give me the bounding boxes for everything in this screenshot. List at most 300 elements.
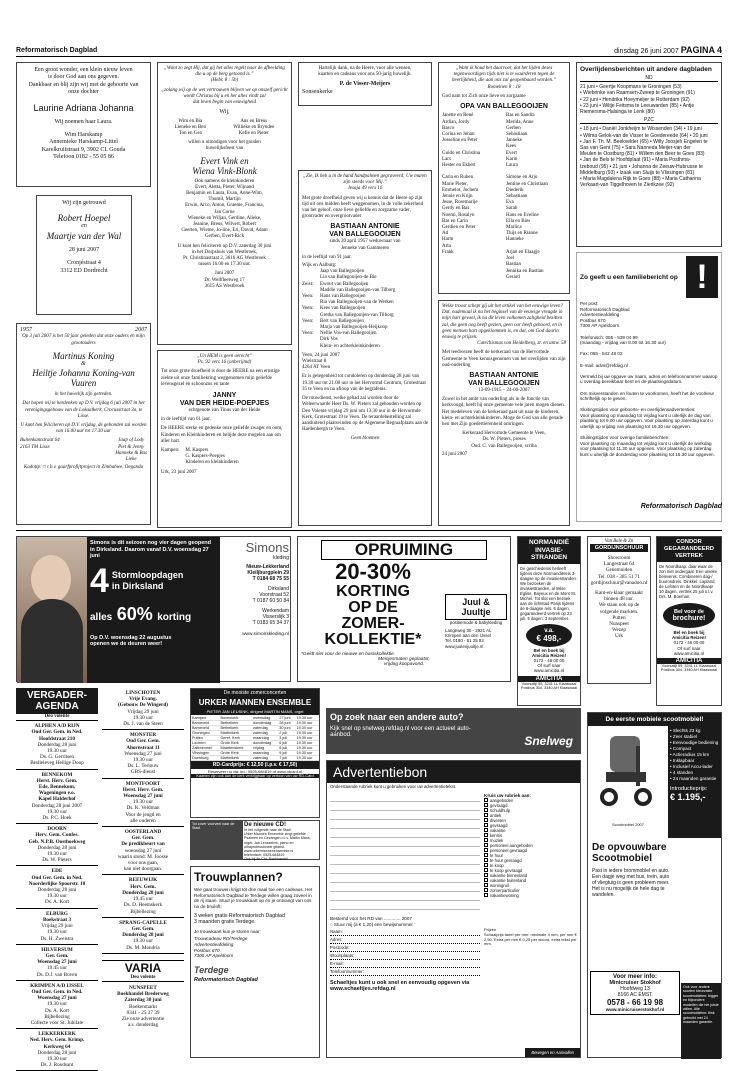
urker-cell: 30 juni	[278, 726, 295, 731]
rubriek-label: vakantiewoning	[490, 893, 519, 898]
golden-person2: Wiena Vink-Blonk	[192, 165, 257, 176]
sidebar-title: Overlijdensberichten uit andere dagbladen	[580, 66, 712, 73]
urker-cell: Vlissingen	[191, 751, 219, 756]
simons-korting: korting	[157, 611, 192, 623]
opa-text1: God nam tot Zich onze lieve en zorgzame	[442, 93, 526, 99]
family-row-name: Kees van Ballegooijen	[320, 306, 366, 312]
urker-cell: 19.30 uur	[295, 721, 319, 726]
urker-cell: Putten	[191, 736, 219, 741]
urker-cell: zaterdag	[252, 756, 278, 761]
checkbox-icon	[484, 833, 488, 837]
rd-logo-side: Reformatorisch Dagblad	[640, 503, 722, 510]
bullet-icon: •	[670, 758, 673, 763]
rubriek-label: schuldhulp	[490, 808, 511, 813]
urker-cell: zaterdag	[252, 731, 278, 736]
urker-cell: 6 juli	[278, 741, 295, 746]
birth-name: Laurine Adriana Johanna	[33, 102, 134, 113]
golden-text5: Juni 2007 Dr. Wellfleetweg 17 3615 AS Westbroek	[204, 271, 245, 289]
wedding-intro: Wij zijn getrouwd	[62, 200, 106, 206]
checkbox-icon	[484, 803, 488, 807]
advbon-field-label: Postcode:	[330, 945, 350, 950]
checkbox-icon	[484, 843, 488, 847]
checkbox-icon	[484, 883, 488, 887]
condor-cta1: Bel voor de	[674, 609, 704, 615]
urker-reserve[interactable]: Reserveer nu via: tel.: 0525-684819 of www.rdcard.nl	[207, 769, 303, 774]
how-to-title: Zo geeft u een familiebericht op	[580, 274, 678, 281]
scoot-spec-label: 4 standen	[672, 770, 694, 775]
urker-cell: Maartenskerk	[219, 746, 252, 751]
trouw-line1: 3 weken gratis Reformatorisch Dagblad	[194, 913, 285, 920]
advbon-field[interactable]	[330, 936, 480, 944]
advbon-fields	[330, 928, 480, 976]
agenda-item-body: Donderdag 28 juni 2007 19.30 uur Ds. P.C. Hoek	[31, 802, 83, 822]
opa-ad	[438, 62, 570, 294]
agenda-item	[16, 770, 98, 825]
family-row-place: Veen:	[302, 318, 314, 324]
urker-cell: 7 juli	[278, 756, 295, 761]
bullet-icon: •	[670, 746, 673, 751]
urker-cell: Doesburg	[191, 756, 219, 761]
family-members	[302, 269, 428, 350]
pzc-item: • Jan de Bels te Hoofdplaat (91) • Maria Posthma-	[580, 157, 691, 164]
family-text1: Met grote droefheid geven wij u kennis dat de Heere op zijn tijd uit ons midden heeft weggenomen, in de volle zekerheid van het geloof, onze lieve geliefde en zorgzame vader, grootvader en overgrootvader	[302, 195, 424, 220]
scoot-side: Ook voor andere soorten kleurvaste scootmobielen: bigger en bijzondere modellen die het juiste willen. Alle scootmobielen: flink gebruikt met 24 maanden garantie.	[681, 983, 721, 1059]
gordijn-title: GORDIJNSCHUUR	[590, 544, 648, 552]
rubriek-label: gevraagd	[490, 803, 508, 808]
simons-foot: Op D.V. woensdag 22 augustus openen we de deuren weer!	[90, 634, 172, 648]
urker-cd-text: In het volgende naar de Stad! Urker Mannen Ensemble zingt geliefde Psalmen en Gezangen o.l.v. Martin Mans, orgel: Jan Lensselink, piano en ultraprofessionele gitarist. www.urkermannenensemble.nl telefonisch: 0525-684819 Ook bij de Chr. Boekhandel	[244, 828, 311, 862]
page-number: 4	[716, 45, 722, 55]
urker-cell: Grote Kerk	[219, 741, 252, 746]
poepjes-text2: De HEERE sterke en gedenke onze geliefde zwager en oom, Kinderen en Kleinkinderen en belijde deze mogelen aan om aller hart.	[161, 426, 283, 444]
agenda-item	[102, 779, 184, 827]
advbon-bewijs[interactable]: ○ Stuur mij (à € 1,20) een bewijsnummer	[330, 922, 413, 927]
family-row-name: Ewout van Ballegooijen	[320, 281, 369, 287]
gordijn-room: Showroom Langestraat 64 Genemuiden Tel. 038 - 385 51 71 gordijnschuur@vanadoo.nl	[590, 555, 648, 586]
agenda-item-head: EDE Oud Ger. Gem. in Ned. Noorderlijke Spoorstr. 10	[28, 868, 86, 887]
golden-text3: Ook namens de kleinkinderen Evert, Aletta, Pieter, Wijnand Benjamin en Laura, Evan, Anne-Wim, Thomil, Martijn Erwin, Arco, Anton, Graeme, Francina, Jan Corne Wieneke en Wiljan, Gerdine, Alieke, Jeanine, Breus, Wilvert, Robert Geerten, Wieme, Jo-line, Eri, David, Adam Gerben, Evert-Rick	[181, 178, 268, 240]
agenda-item-body: 19.45 uur Ds. D.J. van Boven	[36, 965, 78, 978]
rubriek-label: zomerparticulier	[490, 888, 520, 893]
thanks-place: Sonsenkerke	[302, 88, 333, 95]
sale-line4: KOLLEKTIE	[324, 631, 416, 648]
checkbox-icon	[484, 888, 488, 892]
urker-cell: Lochem	[191, 741, 219, 746]
normandie-ad	[517, 536, 581, 706]
advbon-title: Advertentiebon	[327, 761, 580, 783]
family-wijk: Wijk en Aalburg:	[302, 263, 337, 269]
advbon-field-label: Naam:	[330, 929, 343, 934]
urker-concert-table	[191, 716, 319, 761]
family-row-place: Veen:	[302, 331, 314, 337]
wedding-groom: Robert Hoepel	[57, 213, 111, 224]
urker-cd-ad	[190, 820, 320, 860]
normandie-amicitia-logo: AMICITIA	[518, 676, 580, 682]
pzc-item: Verkaart-van Tiggelhoven te Zierikzee (92)	[580, 182, 675, 189]
rubriek-label: vakantie	[490, 828, 506, 833]
golden-wedding-ad	[157, 62, 292, 345]
condor-title: CONDOR GEGARANDEERD VERTREK	[657, 537, 721, 562]
advbon-prijzen: Prijzen Schaalprijs tarief per mm: minimale 4 mm, per mm € 2,50. Extra per mm € 0,25 per woord, extra tekst per mm.	[484, 927, 577, 947]
bullet-icon: •	[670, 728, 673, 733]
model-photo	[17, 537, 87, 683]
agenda-item-head: HILVERSUM Ger. Gem. Woensdag 27 juni	[37, 946, 77, 966]
urker-ad	[190, 688, 320, 818]
golden-person1: Evert Vink en	[200, 155, 249, 166]
family-row-name: Gretha van Ballegooijen-van Tilborg	[320, 312, 394, 318]
scoot-spec-label: Inclusief Accu-lader	[672, 764, 713, 769]
advbon-field[interactable]	[330, 944, 480, 952]
scoot-address: Hoofdweg 13 8166 AC EMST	[617, 986, 653, 998]
simons-ad	[16, 536, 291, 682]
rubriek-label: woningruil	[490, 883, 509, 888]
years-left: 1957	[20, 327, 32, 333]
agenda-item	[16, 824, 98, 866]
rubriek-label: te koop gevraagd	[490, 868, 523, 873]
rubriek-label: te koop	[490, 863, 504, 868]
pzc-item: Izeboud (95) • 21 juni • Johanna de Zeeuw-Hubrusse te	[580, 163, 704, 170]
nd-list	[580, 84, 718, 115]
scoot-dealer: Minicruiser Stokhof	[609, 980, 661, 986]
agenda-item	[16, 866, 98, 908]
bullet-icon: •	[670, 740, 673, 745]
urker-cell: Geref. Kerk	[219, 736, 252, 741]
normandie-tel: 0172 - 46 00 00 Of surf naar www.amicitia.nl	[533, 657, 565, 674]
sale-pct: 20-30%	[335, 559, 411, 584]
advbon-tag: Bewegen en Aanvallen	[525, 1048, 580, 1057]
scoot-specs	[670, 728, 719, 782]
checkbox-icon	[484, 823, 488, 827]
family-row-name: Marja van Ballegooijen-Heijkoop	[320, 325, 388, 331]
urker-cell: Martinikerk	[219, 756, 252, 761]
snelweg-title: Op zoek naar een andere auto?	[330, 712, 464, 722]
agenda-item-body: Donderdag 28 juni 19.30 uur Ds. W. Pieters	[37, 844, 77, 864]
council-text1: Met leedwezen heeft de kerkeraad van de Hervormde Gemeente te Veen kennisgenomen van het overlijden van zijn oud-ouderling	[442, 350, 566, 368]
church-council-ad	[438, 300, 570, 526]
scoot-model: Scootmobiel 2007	[611, 822, 645, 827]
snelweg-logo: Snelweg	[524, 734, 573, 748]
golden-names-left: Wim en Bia Lieneke en Ben Ton en Gea	[174, 118, 206, 137]
wedding-ad	[36, 195, 132, 315]
sidebar-nd-label: ND	[580, 75, 718, 82]
family-row-name: Bert van Ballegooijen	[320, 318, 364, 324]
scoot-title: De opvouwbare Scootmobiel	[592, 842, 667, 864]
family-row-name: Nellie Vos-van Ballegooijen	[320, 331, 377, 337]
urker-rd-price: RD-Cardprijs: € 12,50 (i.p.v. € 17,50)	[191, 761, 319, 769]
sale-note: *Geldt niet voor de nieuwe en basiskollektie	[301, 651, 394, 657]
poepjes-place: Kampen:	[161, 448, 180, 454]
condor-bel: Bel en boek bij Amicitia Reizen!	[672, 630, 706, 641]
agenda-item	[102, 918, 184, 954]
urker-cell: 19.30 uur	[295, 736, 319, 741]
normandie-foot: Voorsatijl 55, 3241 LL Klaaswaal Postbus 304, 3340 AH Klaaswaal	[520, 681, 578, 690]
agenda-col1	[16, 688, 98, 1069]
agenda-item-head: KRIMPEN A/D IJSSEL Oud Ger. Gem. in Ned. Woensdag 27 juni	[30, 982, 84, 1002]
agenda-col2	[102, 688, 184, 1058]
rubriek-option[interactable]	[484, 893, 577, 898]
checkbox-icon	[484, 858, 488, 862]
exclamation-icon: !	[686, 256, 718, 298]
family-text3: De rouwdienst, welke gehad zal worden door de Weleerwaarde Heer Ds. W. Pieters zal gehouden worden op Deo Volente vrijdag 29 juni om 13.30 uur in de Hervormde Kerk, Grotestraat 19 te Veen. De teraardebestelling zal aansluitend plaatsvinden op de Algemene Begraafplaats aan de Hardenbergh te Veen.	[302, 396, 428, 433]
bullet-icon: •	[670, 770, 673, 775]
simons-top-text: Simons is dit seizoen nog vier dagen geopend in Dirksland. Daarom vanaf D.V. woensdag 27 juni	[90, 540, 212, 560]
scoot-tel: 0578 - 66 19 98	[606, 998, 664, 1007]
agenda-item-head: REEUWIJK Herv. Gem. Donderdag 28 juni	[122, 877, 164, 896]
golden-quote: „Want zo zegt Hij, dat gij het alles regelt naar de afbeelding die u op de berg getoond is.” (Hebr. 8 : 5b)	[164, 66, 285, 84]
poepjes-text1: Tot onze grote droefheid is door de HEERE na een ernstige ziekte uit onze familiekring weggenomen mijn geliefde levensgezel en schoonzus en tante	[161, 369, 280, 387]
urker-cell: zaterdag	[252, 726, 278, 731]
simons-number: 4	[90, 561, 109, 600]
agenda-item-body: 19.30 uur Ds. A. Kort Bijbellezing Collecte voor St. Jubilate	[30, 1001, 84, 1026]
urker-cell: Zaltbommel	[191, 746, 219, 751]
sale-address: Langeweg 30 - 2921 AL Krimpen aan den IJssel Tel. 0180 - 51 25 92 www.juulenjuultje.nl	[445, 628, 492, 649]
sale-line2: OP DE	[348, 599, 398, 616]
checkbox-icon	[484, 848, 488, 852]
agenda-list-2	[102, 688, 184, 954]
agenda-item-body: woensdag 27 juni waarin stond: M. Joosse voor ons gaan, kan niet doorgaan.	[117, 847, 169, 873]
rubriek-label: kennis	[490, 833, 503, 838]
sale-line1: KORTING	[336, 583, 410, 600]
simons-line2: in Dirksland	[111, 580, 164, 591]
urker-cell: Bethelkerk	[219, 726, 252, 731]
sale-line3: ZOMER-	[341, 615, 405, 632]
family-row-place	[302, 344, 320, 350]
agenda-item	[16, 1029, 98, 1071]
pzc-item: Middelburg (93) • Izaak van Sluijs te Vlissingen (81)	[580, 169, 695, 176]
scoot-bar: De eerste mobiele scootmobiel!	[588, 713, 721, 726]
urker-cell: Bovenkerk	[219, 716, 252, 721]
agenda-item-head: ELBURG Boekstraat 3	[42, 910, 72, 923]
simons-brand-sub: kleding	[273, 555, 289, 561]
agenda-item-body: Vrijdag 29 juni 19.30 uur Ds. H. Zweistra	[40, 923, 74, 942]
simons-line1: Stormloopdagen	[111, 569, 184, 580]
urker-cell: 3 juli	[278, 736, 295, 741]
urker-cell: Groningen	[191, 731, 219, 736]
family-text2: Er is gelegenheid tot condoleren op donderdag 28 juni van 19.30 uur tot 21.00 uur in het Hervormd Centrum, Grotestraat 35 te Veen en na afloop van de begrafenis.	[302, 374, 426, 392]
poepjes-date: Urk, 23 juni 2007	[161, 469, 197, 475]
thanks-names: P. de Visser-Meijers	[339, 81, 391, 88]
trouwplannen-ad	[190, 866, 320, 1058]
scoot-spec-label: 24 maanden garantie	[672, 776, 717, 781]
scoot-intro: Introductieprijs:	[670, 786, 708, 792]
family-row-name: Maddie van Ballegooijen-van Tilborg	[320, 287, 396, 293]
normandie-text: De geschiedenis herleeft tijdens deze Normandiëreis 3-daagse op de invasiestranden. We bezoeken de invasiestranden, al Mère Eglise, Bayeux en de Mont St. Michel. Tot slot een bezoek aan de lichtstad Parijs tijdens de 6-daagse reis. 6 dagen, gegarandeerd vertrek op 23 juli. 5 dagen: 3 september.	[520, 565, 578, 621]
pzc-item: Sas van Gent (75) • Sara Nanneda Meijer-van der	[580, 145, 691, 152]
bullet-icon: •	[670, 752, 673, 757]
normandie-va: v.a.	[544, 627, 554, 634]
anniv-en: &	[81, 360, 86, 367]
scoot-spec-label: Zeer stabiel	[672, 734, 697, 739]
page-date: dinsdag 26 juni 2007 PAGINA 4	[614, 45, 722, 55]
urker-cell: vrijdag	[252, 746, 278, 751]
urker-cell: 2 juli	[278, 731, 295, 736]
pzc-item: Meulen te Oostburg (81) • Willem den Beer te Goes (83)	[580, 151, 705, 158]
advbon-field[interactable]	[330, 960, 480, 968]
urker-cell: 28 juni	[278, 721, 295, 726]
council-dates: 13-09-1915 – 24-06-2007	[478, 388, 530, 394]
obituary-ballegooijen-family	[298, 170, 432, 526]
urker-cd-image: Tot zover voorveel naar de Stad!	[191, 821, 243, 859]
years-right: 2007	[135, 327, 147, 333]
simons-pct: 60%	[116, 603, 153, 624]
family-row	[302, 344, 428, 350]
urker-cell: 19.30 uur	[295, 716, 319, 721]
sale-asterisk: *	[415, 631, 422, 648]
urker-cell: 19.30 uur	[295, 756, 319, 761]
poepjes-quote: „Un HEM is geen oerecht” Ps. 92 vers 16 (onberijmd)	[196, 354, 253, 366]
checkbox-icon	[484, 808, 488, 812]
rubriek-label: aangeboden	[490, 798, 514, 803]
obituary-poepjes-ad	[157, 350, 292, 528]
anniv-extra: Kadotip: □ t.b.v. gaarfprofijtproject in Zimbabwe, Oeganda	[23, 465, 144, 471]
condor-text: De Noordkaap: daar waar de zon niet ondergaat. Een unieke belevenis. Combineren dag-/ buurondreis. Dinkkel. Lapland, de Lofoten en de Noordkaap! 10 dagen, vertrek 25 juli o.l.v. Drs. M. Boeman.	[659, 564, 717, 599]
scoot-spec	[670, 776, 719, 782]
family-row-name: Hans van Ballegooijen	[320, 294, 366, 300]
rubriek-label: te huur gevraagd	[490, 858, 522, 863]
obituaries-sidebar	[576, 62, 722, 247]
urker-cell: Kampen	[191, 716, 219, 721]
agenda-item-head: LEKKERKERK Ned. Herv. Gem. Krimp. Kerkweg 64	[29, 1031, 85, 1050]
birth-note: Wij noemen haar Laura.	[54, 118, 113, 125]
nd-item: • 23 juni • Wiltje Feitsma te Leeuwarden (85) • Antje Riemersma-Halsinga te Lenk (80)	[580, 102, 695, 116]
agenda-item-head: SPRANG-CAPELLE Ger. Gem. Donderdag 28 juni	[119, 919, 167, 939]
checkbox-icon	[484, 853, 488, 857]
sale-brand: Juul & Juultje	[445, 594, 507, 620]
agenda-item-head: ALPHEN A/D RIJN Oud Ger. Gem. in Ned. Hoofdstraat 210	[31, 723, 83, 742]
wedding-address: Cronjéstraat 4 3312 ED Dordrecht	[60, 260, 108, 274]
anniv-text3: Dat hopen wij te herdenken op D.V. vrijdag 6 juli 2007 in het verenigingsgebouw van de Lokaalkerk, Crocusstraat 3a, te Lisse.	[22, 401, 145, 419]
advbon-kruis: Kruis uw rubriek aan:	[484, 793, 531, 798]
gordijnschuur-ad	[587, 536, 651, 684]
thanks-text: Hartelijk dank, na de Heere, voor alle wensen, kaarten en cadeaus voor ons 50-jarig huwelijk.	[318, 66, 412, 78]
how-to-panel	[576, 252, 722, 522]
agenda-item	[16, 981, 98, 1029]
agenda-item-head: DOORN Herv. Gem. Confes. Geb. N.P.B. Oosthoekweg	[28, 826, 86, 845]
agenda-item-head: MONSTER Oud Ger. Gem. Ahornstraat 11	[126, 732, 160, 751]
sale-maten: Meisjesmaten geplaatst, vrijdag koopavond.	[378, 656, 430, 668]
scoot-url[interactable]: www.minicruiserstokhof.nl	[605, 1007, 665, 1012]
advbon-field-label: Telefoonnummer:	[330, 969, 364, 974]
checkbox-icon	[484, 813, 488, 817]
simons-store1: Nieuw-Lekkerland Kleiljburgplein 29 T 0184 68 75 55	[246, 564, 289, 582]
checkbox-icon	[484, 868, 488, 872]
normandie-bel: Bel en boek bij Amicitia Reizen!	[532, 647, 566, 658]
rubriek-label: antiek	[490, 813, 502, 818]
urker-cell: 19.30 uur	[295, 726, 319, 731]
nd-item: • 22 juni • Hendrika Hoeymeijer te Rotterdam (92)	[580, 96, 690, 103]
family-row-name: Klein- en achterkleinkinderen	[320, 343, 380, 349]
agenda-item	[102, 730, 184, 778]
advbon-text-lines[interactable]	[330, 793, 480, 913]
advbon-field-label: E-mail:	[330, 961, 344, 966]
urker-cell: maandag	[252, 751, 278, 756]
simons-url[interactable]: www.simonskleding.nl	[242, 632, 289, 637]
paper-name: Reformatorisch Dagblad	[16, 47, 98, 54]
agenda-item-head: MONTFOORT Herst. Herv. Gem. Woensdag 27 juni	[122, 780, 164, 800]
advbon-field[interactable]	[330, 928, 480, 936]
condor-cta2: brochure!	[672, 615, 706, 622]
advbon-field[interactable]	[330, 968, 480, 976]
trouw-text: Wie gaat trouwen krijgt tot drie maal toe een cadeaus. Het Reformatorisch Dagblad te Terdege willen graag zoveel in de rij staan. Stuur je trouwkaart op en je ontvangt van ons na de bruiloft:	[194, 887, 313, 909]
anniv-text1: Op 3 juli 2007 is het 50 jaar geleden dat onze ouders en mijn grootouders	[22, 334, 145, 346]
urker-cell: Barneveld	[191, 726, 219, 731]
opruiming-ad	[297, 536, 511, 682]
scoot-spec-label: Compact	[672, 746, 692, 751]
trouw-title: Trouwplannen?	[194, 870, 283, 884]
sale-brand-sub: positiemode & babykleding	[449, 620, 503, 625]
council-text2: Zowel in het ambt van ouderling als in de functie van kerkvoogd, heeft hij onze gemeente vele jaren mogen dienen. Het medeleven van de kerkeraad gaat uit naar de kinderen, klein- en achterkleinkinderen. Moge de God van alle genade hen met Zijn goedertierenheid omringen.	[442, 397, 566, 428]
agenda-item	[16, 945, 98, 981]
scoot-spec-label: Actieradius 15 km	[672, 752, 710, 757]
scooter-image	[588, 726, 668, 838]
golden-text1: „zolang wij op de wet vertrouwen blijven we op onszelf gericht wordt Christus bij u en het alles vindt zal dat leven begin van eeuwigheid	[161, 87, 288, 106]
pzc-item: • Maria Magdalena Rijk te Goes (88) • Maria Catharina	[580, 176, 701, 183]
condor-amicitia-logo: AMICITIA	[657, 658, 721, 664]
opa-grandchildren-left: Janette en René Ardian, Jordy Basco Corina en Johan Josseline en Peter Guido en Christina Lars Hester en Ekbert Carla en Ruben Marie Pieter, Emmelot, Jochem Jennie en Krijn Jesse, Rosemarije Gerdy en Bas Noemi, Rosalyn Bas en Carin Gerdien en Peter Ad Harm Arla Frank	[442, 113, 481, 255]
rubriek-label: vakantie buitenland	[490, 878, 527, 883]
nd-item: • Wiebrinke van Raamsen-Zweep te Groningen (91)	[580, 90, 695, 97]
agenda-item	[102, 688, 184, 730]
thanks-ad	[298, 62, 432, 106]
snelweg-text: Kijk snel op snelweg.refdag.nl voor een actueel auto-aanbod.	[330, 726, 471, 738]
urker-cell: Martinikerk	[219, 731, 252, 736]
rubriek-label: personeel aangeboden	[490, 843, 533, 848]
family-age: in de leeftijd van 91 jaar.	[302, 254, 352, 260]
checkbox-icon	[484, 893, 488, 897]
poepjes-age: in de leeftijd van 61 jaar.	[161, 417, 211, 423]
urker-cell: 27 juni	[278, 716, 295, 721]
anniv-address: Buitenkantstraat 64 2163 TM Lisse	[20, 438, 60, 450]
advbon-foot: Schaeltjes kunt u ook snel en eenvoudig opgeven via www.schaeltjes.refdag.nl	[330, 980, 470, 992]
wedding-date: 28 juni 2007	[68, 246, 100, 253]
agenda-item-body: Donderdag 28 juni 19.30 uur Ds. G. Gerritsen Beslleleveg Heilige Doop	[30, 741, 84, 767]
council-deceased-name: BASTIAAN ANTONIE VAN BALLEGOOIJEN	[468, 372, 540, 388]
agenda-list-1	[16, 721, 98, 1071]
checkbox-icon	[484, 828, 488, 832]
council-sign: Kerkeraad Hervormde Gemeente te Veen, Ds. W. Pieters, preses Oud. C. van Ballegooijen, scriba	[462, 431, 546, 449]
condor-foot: Voorsatijl 55, 3241 LL Klaaswaal Postbus 304, 3340 AH Klaaswaal	[660, 664, 718, 673]
sidebar-pzc-label: PZC	[580, 117, 718, 124]
rubriek-label: te huur	[490, 853, 504, 858]
gordijn-text: Kant-en-klaar gemaakt binnen 48 uur. We staan ook op de volgende markten. Putten Nunspeet Wezep Urk	[595, 590, 643, 640]
scoot-more: Voor meer info:	[613, 974, 657, 980]
agenda-item-body: 19.30 uur Ds. M. Mondria	[126, 938, 160, 951]
rubriek-label: muziek	[490, 838, 504, 843]
advbon-bestemd: Bestemd voor het RD van ............. 2007	[330, 916, 412, 921]
checkbox-icon	[484, 818, 488, 822]
agenda-item	[102, 875, 184, 917]
wedding-bride: Maartje van der Wal	[46, 230, 122, 241]
simons-brand: Simons	[245, 540, 289, 555]
agenda-item-head: LINSCHOTEN Vrije Evang. (Gebouw De Wingerd)	[118, 690, 168, 709]
agenda-item	[16, 721, 98, 769]
advbon-field-label: Adres:	[330, 937, 343, 942]
urker-kaart: Kaarten zijn ook aan de kerk verkrijgbaar op vertoon van uw RD-Card	[191, 774, 319, 778]
anniv-text4: U kunt hen feliciteren op D.V. vrijdag, de gebonden zal worden van 16.00 uur tot 17.30 uur	[20, 423, 147, 435]
section-divider	[16, 530, 722, 531]
gordijn-brand: Van Bale & Zn	[604, 539, 634, 544]
council-quote: Welke troost schept gij uit het artikel van het eeuwige leven? Dat, nademaal ik nu het beginsel van de eeuwige vreugde in mijn hart gevoel, ik na dit leven volkomen zaligheid bezitten zal, die geen oog heeft gezien, geen oor heeft gehoord, en in geen mensen hart opgeklommen is, en dat, om God daarin eeuwig te prijzen.	[442, 304, 563, 341]
normandie-title: NORMANDIË INVASIE- STRANDEN	[518, 537, 580, 564]
snelweg-ad	[326, 708, 581, 754]
rubriek-label: diversen	[490, 818, 506, 823]
family-date: Veen, 24 juni 2007 Wielstraat 8 4264 AT Veen	[302, 352, 340, 371]
family-row-name: Ria van Ballegooijen-van de Werken	[320, 300, 394, 306]
urker-cell: 19.30 uur	[295, 746, 319, 751]
golden-text2: willen u uitnodigen voor het gouden huwelijksfeest van	[188, 140, 261, 152]
varia-deo: Deo volente	[102, 975, 184, 982]
advbon-field[interactable]	[330, 952, 480, 960]
